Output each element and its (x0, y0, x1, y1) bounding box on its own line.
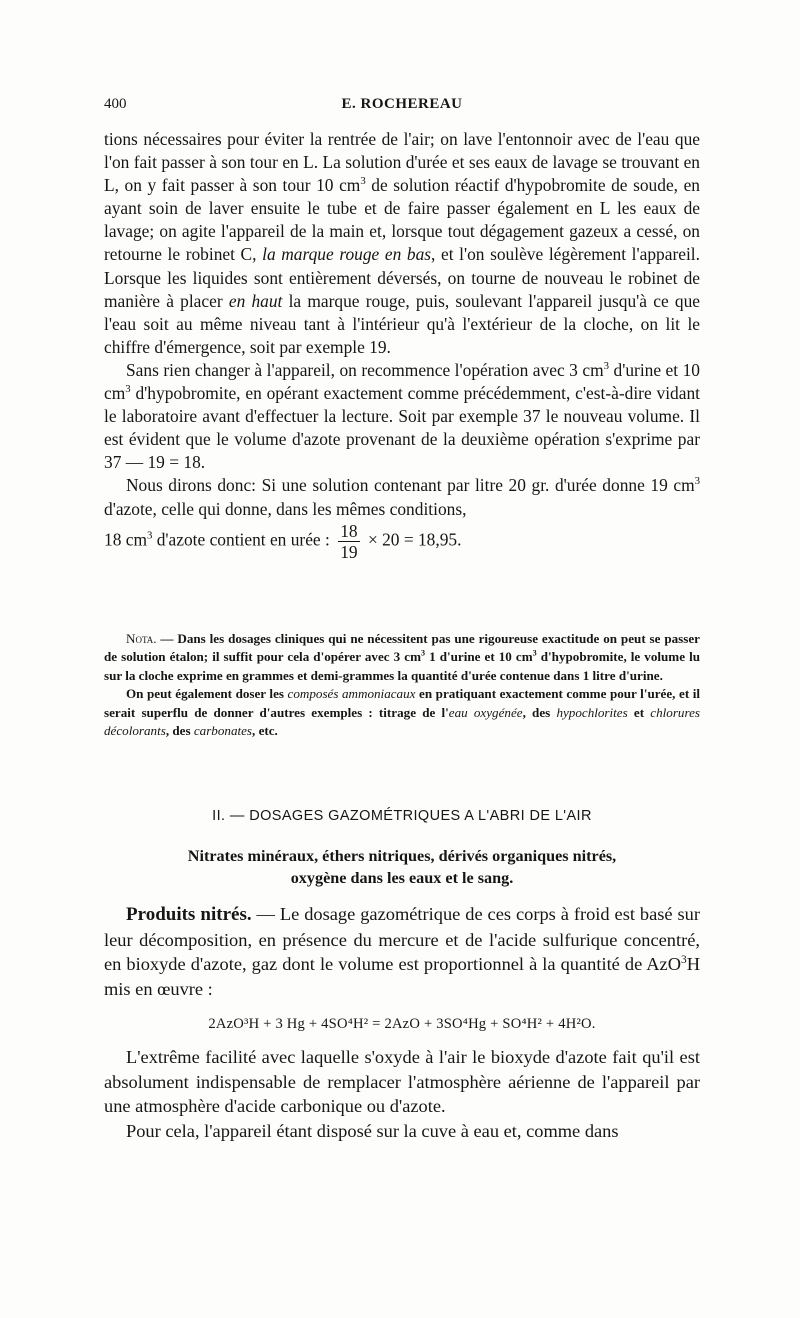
fraction-equation: 18 $cm^3$ d'azote contient en urée : $\frac{18}{19}$ × 20 = 18,95. (104, 520, 462, 562)
paragraph-5: L'extrême facilité avec laquelle s'oxyde à l'air le bioxyde d'azote fait qu'il est absolument indispensable de remplacer l'atmosphère aérienne de l'appareil par une atmosphère d'acide carbonique ou d'azote. (104, 1047, 700, 1116)
subheading: Nitrates minéraux, éthers nitriques, dérivés organiques nitrés, oxygène dans les eaux et le sang. (187, 847, 617, 887)
page-number: 400 (104, 96, 127, 112)
paragraph-6: Pour cela, l'appareil étant disposé sur la cuve à eau et, comme dans (126, 1120, 619, 1141)
paragraph-2: Sans rien changer à l'appareil, on recommence l'opération avec 3 $cm^3$ d'urine et 10 $cm^3$ d'hypobromite, en opérant exactement comme précédemment, c'est-à-dire vidant le laboratoire avant d'effectuer la lecture. Soit par exemple 37 le nouveau volume. Il est évident que le volume d'azote provenant de la deuxième opération s'exprime par 37 — 19 = 18. (104, 359, 700, 473)
fraction-denominator: 19 (340, 541, 358, 562)
running-head: E. ROCHEREAU (341, 96, 463, 112)
paragraph-1: tions nécessaires pour éviter la rentrée de l'air; on lave l'entonnoir avec de l'eau que l'on fait passer à son tour en L. La solution d'urée et ses eaux de lavage se trouvant en L, on y fait passer à son tour 10 $cm^3$ de solution réactif d'hypobromite de soude, en ayant soin de laver ensuite le tube et de faire passer également en L les eaux de lavage; on agite l'appareil de la main et, lorsque tout dégagement gazeux a cessé, on retourne le robinet C, la marque rouge en bas, et l'on soulève légèrement l'appareil. Lorsque les liquides sont entièrement déversés, on tourne de nouveau le robinet de manière à placer en haut la marque rouge, puis, soulevant l'appareil jusqu'à ce que l'eau soit au même niveau tant à l'intérieur qu'à l'extérieur de la cloche, on lit le chiffre d'émergence, soit par exemple 19. (104, 129, 700, 357)
page-header (104, 96, 700, 118)
paragraph-3: Nous dirons donc: Si une solution contenant par litre 20 gr. d'urée donne 19 $cm^3$ d'azote, celle qui donne, dans les mêmes conditions, (104, 475, 700, 519)
lower-text (104, 902, 700, 1143)
chemical-equation: 2AzO³H + 3 Hg + 4SO⁴H² = 2AzO + 3SO⁴Hg + SO⁴H² + 4H²O. (208, 1016, 596, 1032)
upper-text (104, 128, 700, 571)
section-heading: II. — DOSAGES GAZOMÉTRIQUES A L'ABRI DE L'AIR (212, 808, 592, 824)
fraction (338, 521, 359, 562)
nota-block (104, 630, 700, 740)
nota-paragraph: Nota. — Dans les dosages cliniques qui ne nécessitent pas une rigoureuse exactitude on peut se passer de solution étalon; il suffit pour cela d'opérer avec 3 $cm^3$ 1 d'urine et 10 $cm^3$ d'hypobromite, le volume lu sur la cloche exprime en grammes et demi-grammes la quantité d'urée contenue dans 1 litre d'urine. (104, 631, 700, 683)
run-in-heading: Produits nitrés. (126, 904, 252, 925)
nota-paragraph-2: On peut également doser les composés ammoniacaux en pratiquant exactement comme pour l'urée, et il serait superflu de donner d'autres exemples : titrage de l'eau oxygénée, des hypochlorites et chlorures décolorants, des carbonates, etc. (104, 686, 701, 739)
fraction-numerator: 18 (340, 520, 358, 541)
paragraph-4: Produits nitrés. — Le dosage gazométrique de ces corps à froid est basé sur leur décomposition, en présence du mercure et de l'acide sulfurique concentré, en bioxyde d'azote, gaz dont le volume est proportionnel à la quantité de AzO$^3$H mis en œuvre : (104, 904, 700, 999)
